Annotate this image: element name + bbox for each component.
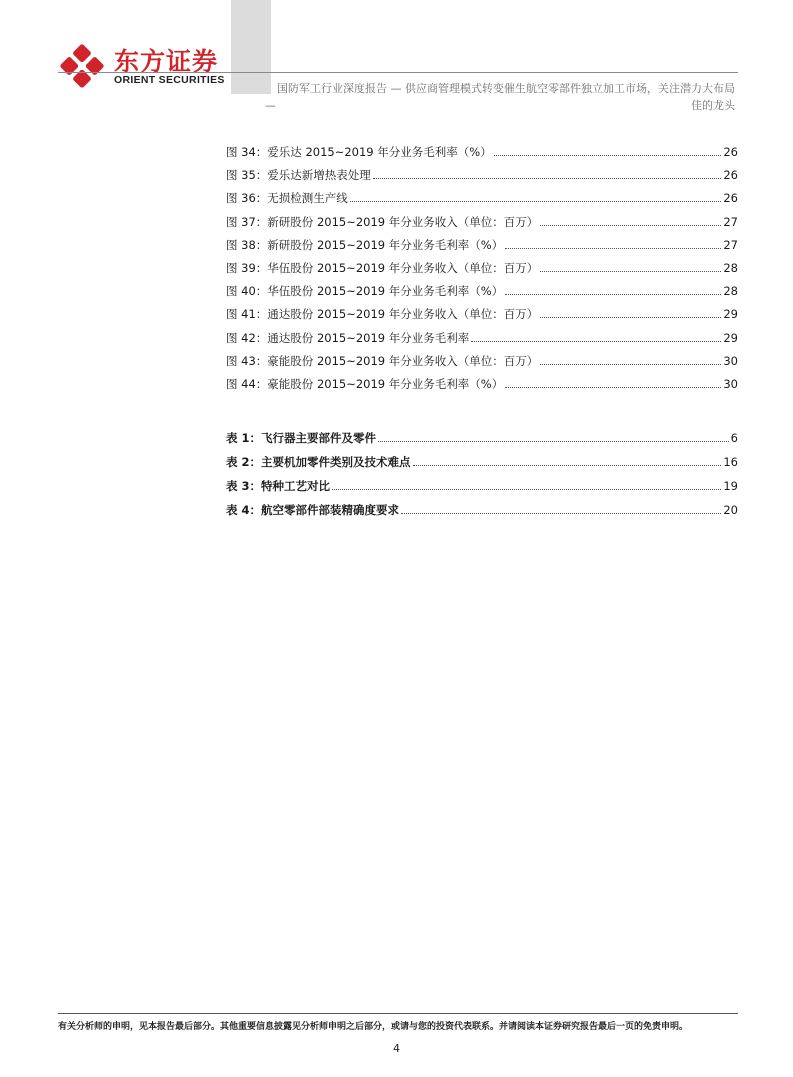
toc-entry-label: 图 40：华伍股份 2015~2019 年分业务毛利率（%）	[226, 284, 504, 299]
toc-dot-leader	[471, 341, 721, 342]
toc-entry-page: 27	[723, 214, 738, 229]
toc-entry-label: 图 36：无损检测生产线	[226, 191, 348, 206]
toc-entry-page: 27	[723, 237, 738, 252]
figure-index	[226, 144, 738, 399]
figure-toc-entry[interactable]	[226, 330, 738, 353]
figure-toc-entry[interactable]	[226, 144, 738, 167]
toc-dot-leader	[540, 271, 721, 272]
toc-entry-label: 图 34：爱乐达 2015~2019 年分业务毛利率（%）	[226, 145, 492, 159]
toc-entry-label: 表 2：主要机加零件类别及技术难点	[226, 455, 411, 469]
brand-name-en: ORIENT SECURITIES	[114, 74, 225, 86]
toc-entry-page: 19	[723, 479, 738, 493]
toc-dot-leader	[413, 465, 722, 466]
toc-dot-leader	[540, 364, 721, 365]
toc-entry-label: 图 39：华伍股份 2015~2019 年分业务收入（单位：百万）	[226, 260, 539, 275]
toc-entry-page: 30	[723, 353, 738, 368]
table-index	[226, 430, 738, 526]
toc-dot-leader	[505, 294, 721, 295]
report-title-dash: —	[265, 99, 276, 112]
disclaimer-text: 有关分析师的申明，见本报告最后部分。其他重要信息披露见分析师申明之后部分，或请与您的投资代表联系。并请阅读本证券研究报告最后一页的免责申明。	[58, 1022, 689, 1032]
toc-entry-label: 图 38：新研股份 2015~2019 年分业务毛利率（%）	[226, 237, 504, 252]
toc-entry-label: 图 35：爱乐达新增热表处理	[226, 168, 371, 183]
toc-entry-label: 表 4：航空零部件部装精确度要求	[226, 503, 400, 517]
figure-toc-entry[interactable]	[226, 167, 738, 190]
report-title-line2-wrap	[265, 97, 735, 114]
toc-entry-page: 29	[723, 307, 738, 322]
toc-entry-label: 图 42：通达股份 2015~2019 年分业务毛利率	[226, 330, 470, 345]
figure-toc-entry[interactable]	[226, 260, 738, 283]
toc-entry-label: 图 37：新研股份 2015~2019 年分业务收入（单位：百万）	[226, 214, 539, 229]
header-divider	[58, 72, 738, 73]
toc-dot-leader	[494, 155, 722, 156]
figure-toc-entry[interactable]	[226, 376, 738, 399]
report-title	[265, 80, 735, 114]
toc-entry-page: 28	[723, 284, 738, 299]
table-toc-entry[interactable]	[226, 430, 738, 454]
toc-dot-leader	[350, 201, 722, 202]
orient-securities-logo-icon	[58, 42, 106, 90]
toc-dot-leader	[505, 387, 721, 388]
toc-dot-leader	[332, 489, 721, 490]
table-toc-entry[interactable]	[226, 454, 738, 478]
toc-entry-page: 30	[723, 376, 738, 391]
toc-entry-page: 16	[723, 455, 738, 469]
report-title-line2: 佳的龙头	[691, 99, 735, 112]
figure-toc-entry[interactable]	[226, 353, 738, 376]
table-toc-entry[interactable]	[226, 502, 738, 526]
brand-name-cn: 东方证券	[114, 47, 219, 76]
toc-entry-page: 26	[723, 191, 738, 206]
figure-toc-entry[interactable]	[226, 306, 738, 329]
footer-divider	[58, 1013, 738, 1014]
figure-toc-entry[interactable]	[226, 283, 738, 306]
figure-toc-entry[interactable]	[226, 190, 738, 213]
toc-entry-label: 表 3：特种工艺对比	[226, 479, 331, 493]
page-number: 4	[393, 1042, 400, 1055]
figure-toc-entry[interactable]	[226, 237, 738, 260]
toc-dot-leader	[401, 513, 721, 514]
figure-toc-entry[interactable]	[226, 214, 738, 237]
toc-entry-page: 29	[723, 330, 738, 345]
table-toc-entry[interactable]	[226, 478, 738, 502]
toc-dot-leader	[540, 317, 721, 318]
toc-entry-label: 图 44：豪能股份 2015~2019 年分业务毛利率（%）	[226, 376, 504, 391]
report-title-line1: 国防军工行业深度报告 — 供应商管理模式转变催生航空零部件独立加工市场，关注潜力大布局	[277, 82, 735, 95]
toc-entry-page: 28	[723, 260, 738, 275]
toc-entry-label: 图 43：豪能股份 2015~2019 年分业务收入（单位：百万）	[226, 353, 539, 368]
toc-dot-leader	[373, 178, 722, 179]
toc-entry-page: 6	[730, 431, 738, 445]
company-logo	[58, 42, 258, 92]
toc-entry-page: 26	[723, 168, 738, 183]
toc-dot-leader	[540, 225, 721, 226]
toc-entry-label: 图 41：通达股份 2015~2019 年分业务收入（单位：百万）	[226, 307, 539, 322]
toc-dot-leader	[505, 248, 721, 249]
toc-entry-page: 26	[723, 145, 738, 159]
toc-dot-leader	[378, 441, 729, 442]
toc-entry-page: 20	[723, 503, 738, 517]
toc-entry-label: 表 1：飞行器主要部件及零件	[226, 431, 377, 445]
